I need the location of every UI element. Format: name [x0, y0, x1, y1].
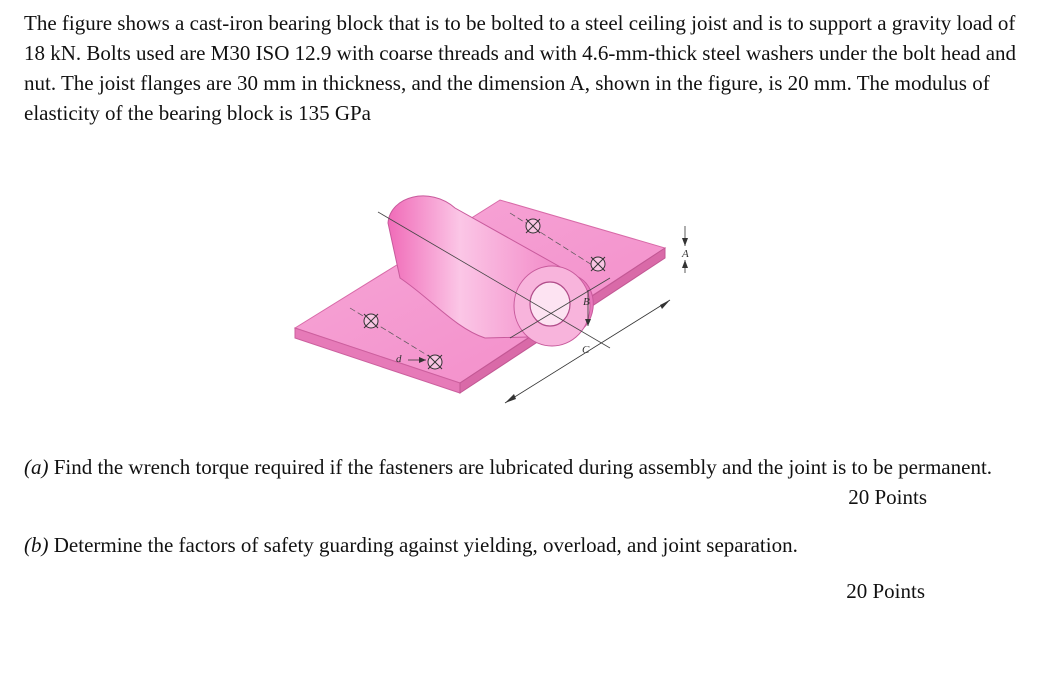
bolt-hole: [591, 257, 605, 271]
bearing-block-drawing: [280, 178, 720, 418]
problem-statement: The figure shows a cast-iron bearing block that is to be bolted to a steel ceiling joist and is to support a gravity load of 18 kN. Bolts used are M30 ISO 12.9 with coarse threads and with 4.6-mm-thick steel washers under the bolt head and nut. The joist flanges are 30 mm in thickness, and the dimension A, shown in the figure, is 20 mm. The modulus of elasticity of the bearing block is 135 GPa: [24, 11, 1017, 125]
bore-hole: [530, 282, 570, 326]
question-b-text: Determine the factors of safety guarding against yielding, overload, and joint separation.: [48, 533, 798, 557]
question-a-points: 20 Points: [848, 485, 927, 509]
label-b: B: [583, 296, 590, 308]
question-a-marker: (a): [24, 455, 49, 479]
bolt-hole: [428, 355, 442, 369]
bolt-hole: [364, 314, 378, 328]
label-c: C: [582, 344, 590, 356]
question-a: [24, 452, 1034, 482]
question-b: [24, 530, 1034, 560]
bolt-hole: [526, 219, 540, 233]
question-b-marker: (b): [24, 533, 49, 557]
question-a-text: Find the wrench torque required if the fasteners are lubricated during assembly and the joint is to be permanent.: [48, 455, 993, 479]
label-d: d: [396, 353, 402, 365]
label-a: A: [682, 248, 689, 260]
question-b-points: 20 Points: [846, 579, 925, 603]
bearing-block-figure: [280, 178, 720, 418]
